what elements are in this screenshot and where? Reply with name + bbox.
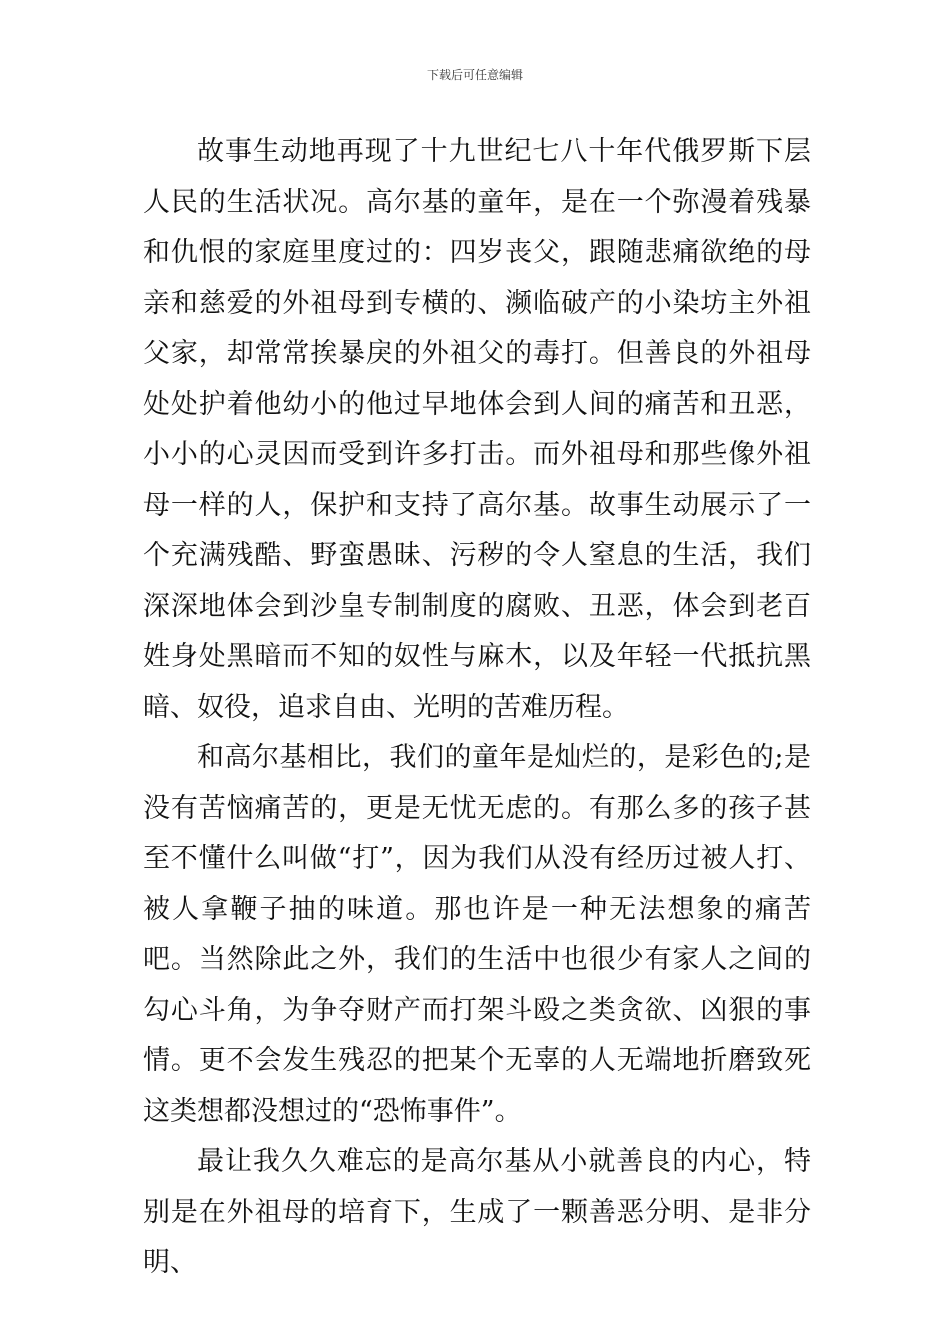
paragraph-1: 故事生动地再现了十九世纪七八十年代俄罗斯下层人民的生活状况。高尔基的童年，是在一个弥漫着残暴和仇恨的家庭里度过的：四岁丧父，跟随悲痛欲绝的母亲和慈爱的外祖母到专横的、濒临破产的小染坊主外祖父家，却常常挨暴戾的外祖父的毒打。但善良的外祖母处处护着他幼小的他过早地体会到人间的痛苦和丑恶，小小的心灵因而受到许多打击。而外祖母和那些像外祖母一样的人，保护和支持了高尔基。故事生动展示了一个充满残酷、野蛮愚昧、污秽的令人窒息的生活，我们深深地体会到沙皇专制制度的腐败、丑恶，体会到老百姓身处黑暗而不知的奴性与麻木，以及年轻一代抵抗黑暗、奴役，追求自由、光明的苦难历程。 (143, 136, 811, 723)
paragraph-3: 最让我久久难忘的是高尔基从小就善良的内心，特别是在外祖母的培育下，生成了一颗善恶分明、是非分明、 (143, 1146, 811, 1278)
page-header: 下载后可任意编辑 (426, 68, 523, 82)
paragraph-2: 和高尔基相比，我们的童年是灿烂的，是彩色的;是没有苦恼痛苦的，更是无忧无虑的。有那么多的孩子甚至不懂什么叫做“打”，因为我们从没有经历过被人打、被人拿鞭子抽的味道。那也许是一种无法想象的痛苦吧。当然除此之外，我们的生活中也很少有家人之间的勾心斗角，为争夺财产而打架斗殴之类贪欲、凶狠的事情。更不会发生残忍的把某个无辜的人无端地折磨致死这类想都没想过的“恐怖事件”。 (143, 742, 811, 1127)
document-body (143, 127, 811, 1289)
